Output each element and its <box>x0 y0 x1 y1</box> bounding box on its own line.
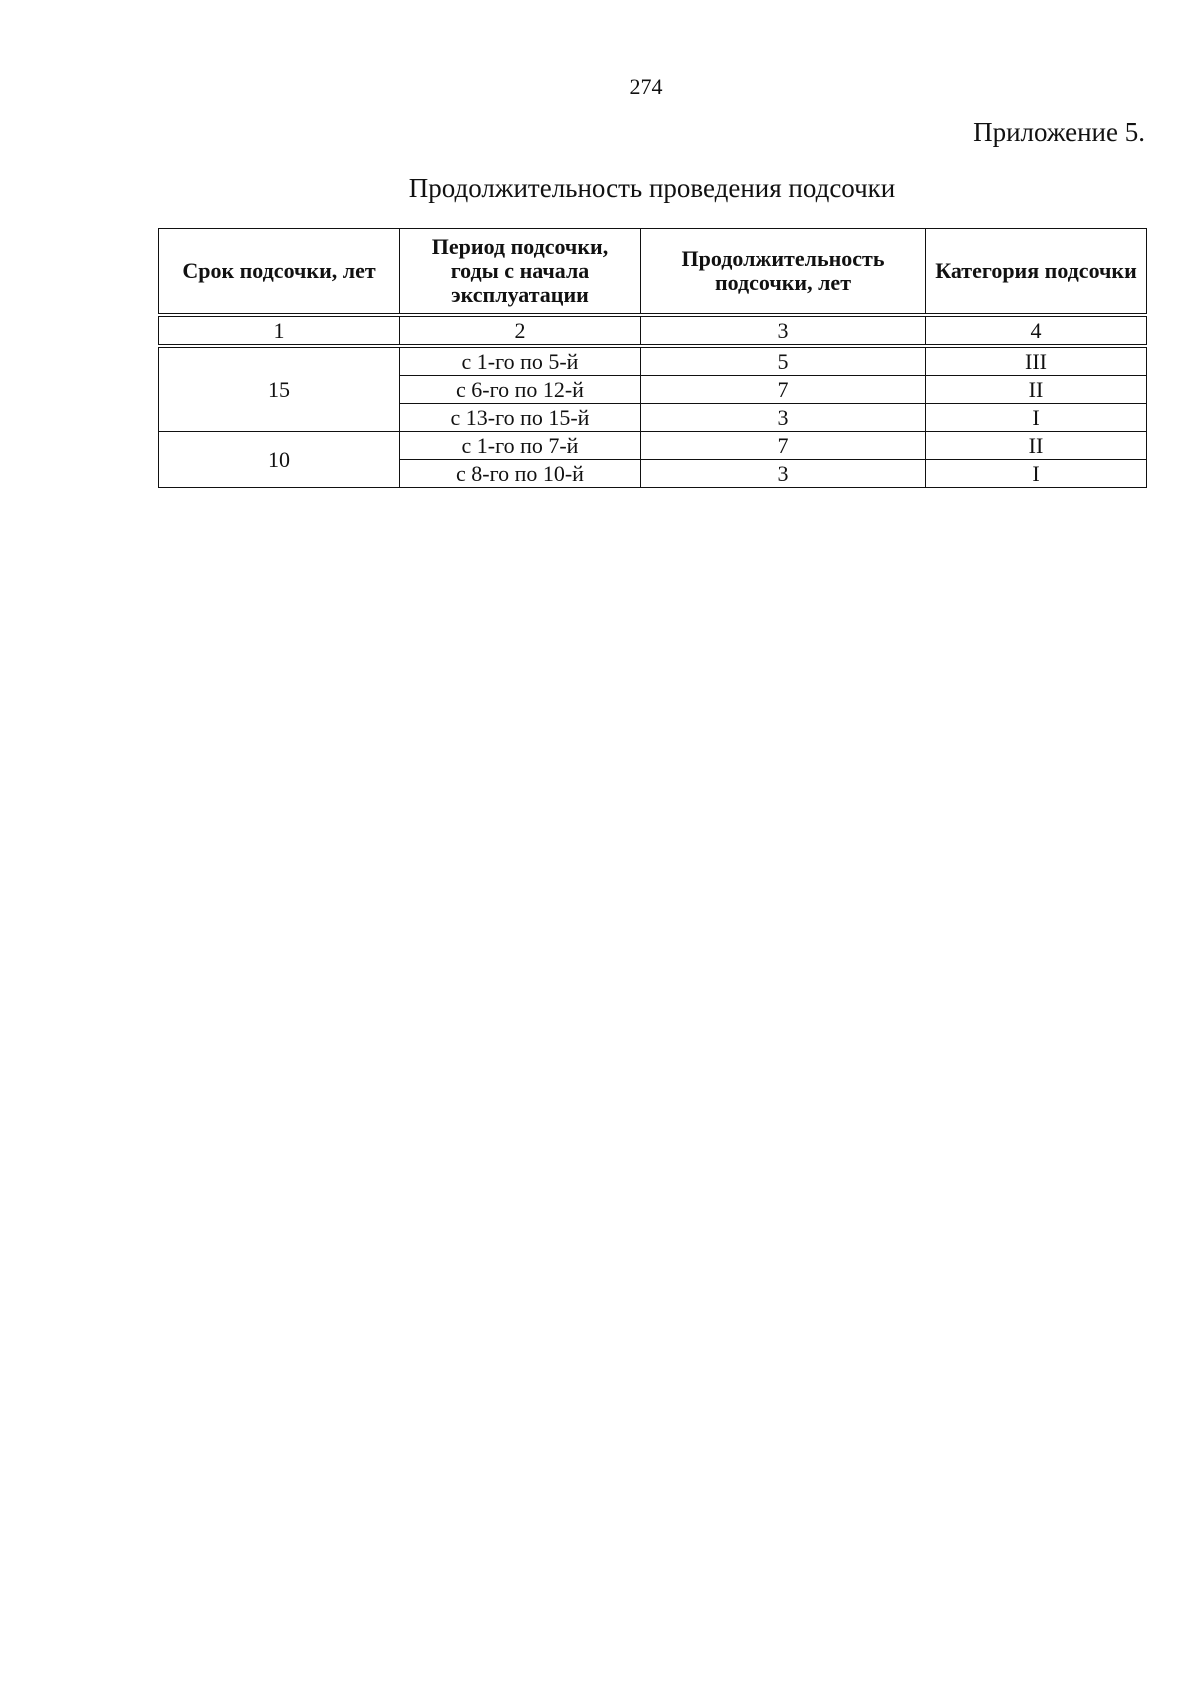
term-cell: 10 <box>159 432 400 488</box>
header-duration: Продолжительность подсочки, лет <box>641 229 926 316</box>
duration-cell: 7 <box>641 376 926 404</box>
period-cell: с 6-го по 12-й <box>400 376 641 404</box>
header-category: Категория подсочки <box>926 229 1147 316</box>
duration-cell: 3 <box>641 460 926 488</box>
header-term: Срок подсочки, лет <box>159 229 400 316</box>
column-number: 1 <box>159 315 400 346</box>
category-cell: I <box>926 460 1147 488</box>
period-cell: с 8-го по 10-й <box>400 460 641 488</box>
duration-cell: 3 <box>641 404 926 432</box>
table-title: Продолжительность проведения подсочки <box>408 173 896 203</box>
table-row <box>159 346 1147 376</box>
duration-cell: 5 <box>641 346 926 376</box>
column-number-row <box>159 315 1147 346</box>
period-cell: с 13-го по 15-й <box>400 404 641 432</box>
category-cell: I <box>926 404 1147 432</box>
tapping-duration-table <box>158 228 1147 488</box>
duration-cell: 7 <box>641 432 926 460</box>
table-header-row <box>159 229 1147 316</box>
appendix-label: Приложение 5. <box>973 117 1145 147</box>
header-period: Период подсочки, годы с начала эксплуатации <box>400 229 641 316</box>
term-cell: 15 <box>159 346 400 432</box>
category-cell: II <box>926 376 1147 404</box>
category-cell: III <box>926 346 1147 376</box>
column-number: 2 <box>400 315 641 346</box>
period-cell: с 1-го по 5-й <box>400 346 641 376</box>
column-number: 4 <box>926 315 1147 346</box>
page-number: 274 <box>629 74 663 99</box>
table-row <box>159 432 1147 460</box>
category-cell: II <box>926 432 1147 460</box>
column-number: 3 <box>641 315 926 346</box>
period-cell: с 1-го по 7-й <box>400 432 641 460</box>
